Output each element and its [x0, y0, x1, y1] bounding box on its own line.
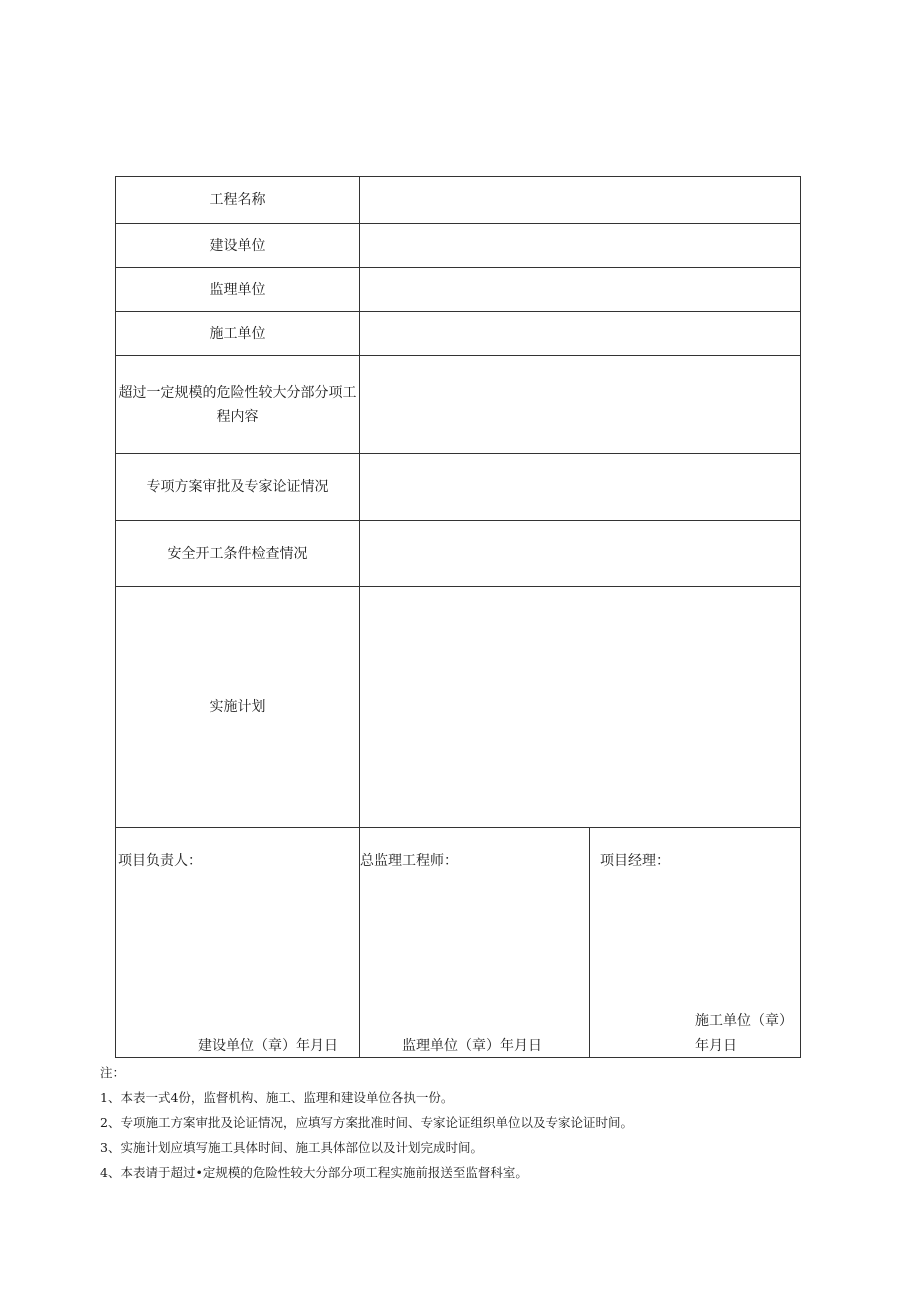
notes-heading: 注： — [100, 1065, 126, 1080]
signature-row — [116, 828, 800, 1057]
contractor-unit-label: 施工单位 — [116, 312, 360, 355]
construction-unit-label: 建设单位 — [116, 224, 360, 267]
row-implementation-plan — [116, 587, 800, 828]
hazardous-works-content-field[interactable] — [360, 356, 800, 453]
row-construction-unit — [116, 224, 800, 268]
note-item-1: 1、本表一式4份，监督机构、施工、监理和建设单位各执一份。 — [100, 1090, 454, 1105]
note-item-4: 4、本表请于超过•定规模的危险性较大分部分项工程实施前报送至监督科室。 — [100, 1165, 528, 1180]
plan-approval-label: 专项方案审批及专家论证情况 — [116, 454, 360, 520]
owner-signature-cell[interactable] — [116, 828, 360, 1057]
safety-start-form-table — [115, 176, 801, 1058]
row-plan-approval — [116, 454, 800, 521]
project-name-label: 工程名称 — [116, 177, 360, 223]
row-safety-check — [116, 521, 800, 587]
row-contractor-unit — [116, 312, 800, 356]
hazardous-works-content-label: 超过一定规模的危险性较大分部分项工程内容 — [116, 356, 360, 453]
chief-supervisor-title: 总监理工程师： — [360, 853, 458, 869]
construction-unit-field[interactable] — [360, 224, 800, 267]
project-manager-title: 项目经理： — [600, 853, 670, 869]
supervision-unit-field[interactable] — [360, 268, 800, 311]
contractor-date: 年月日 — [695, 1038, 737, 1054]
row-project-name — [116, 177, 800, 224]
implementation-plan-field[interactable] — [360, 587, 800, 827]
note-item-2: 2、专项施工方案审批及论证情况，应填写方案批准时间、专家论证组织单位以及专家论证时间。 — [100, 1115, 633, 1130]
supervisor-seal-date: 监理单位（章）年月日 — [402, 1038, 542, 1054]
row-supervision-unit — [116, 268, 800, 312]
owner-seal-date: 建设单位（章）年月日 — [198, 1038, 338, 1054]
contractor-signature-cell[interactable] — [590, 828, 800, 1057]
notes-section — [100, 1060, 633, 1185]
implementation-plan-label: 实施计划 — [116, 587, 360, 827]
safety-check-label: 安全开工条件检查情况 — [116, 521, 360, 586]
supervision-unit-label: 监理单位 — [116, 268, 360, 311]
supervisor-signature-cell[interactable] — [360, 828, 590, 1057]
plan-approval-field[interactable] — [360, 454, 800, 520]
safety-check-field[interactable] — [360, 521, 800, 586]
project-leader-title: 项目负责人： — [118, 853, 202, 869]
contractor-unit-field[interactable] — [360, 312, 800, 355]
project-name-field[interactable] — [360, 177, 800, 223]
note-item-3: 3、实施计划应填写施工具体时间、施工具体部位以及计划完成时间。 — [100, 1140, 483, 1155]
contractor-seal: 施工单位（章） — [695, 1013, 793, 1029]
row-hazardous-works-content — [116, 356, 800, 454]
